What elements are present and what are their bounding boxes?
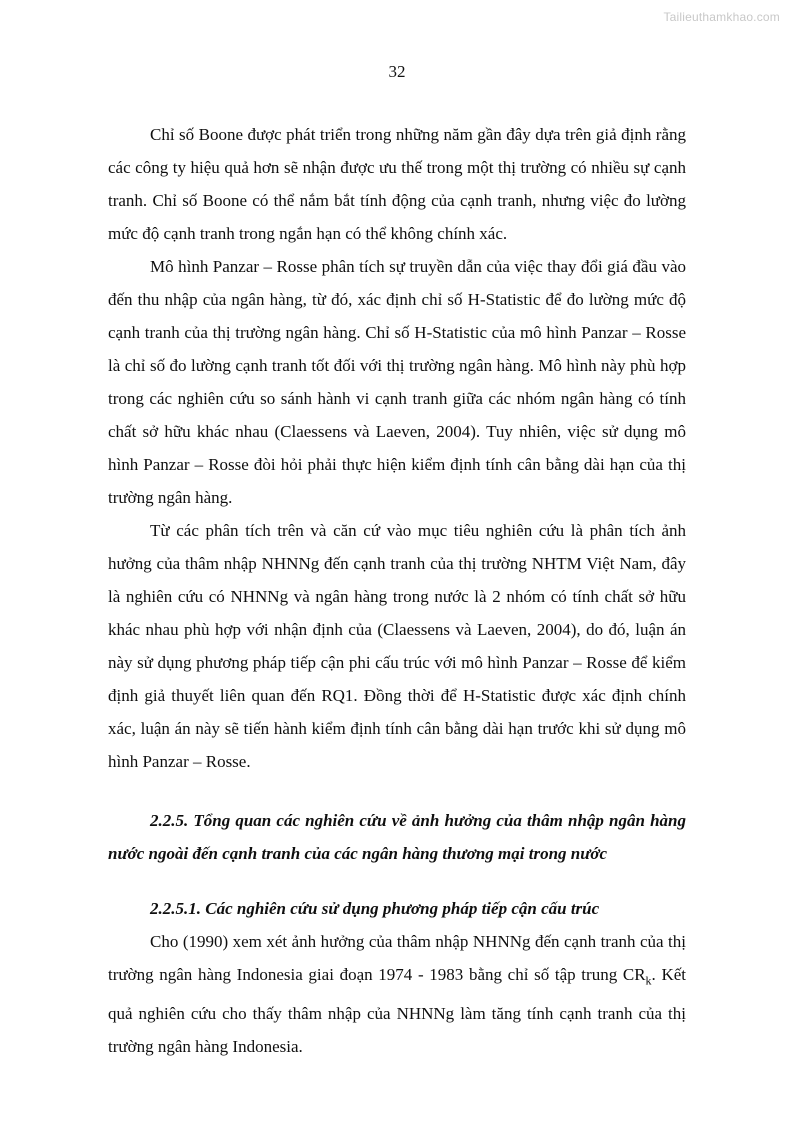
section-heading: 2.2.5. Tổng quan các nghiên cứu về ảnh hưởng của thâm nhập ngân hàng nước ngoài đến cạnh tranh của các ngân hàng thương mại trong nước — [108, 811, 686, 863]
subsection-heading: 2.2.5.1. Các nghiên cứu sử dụng phương pháp tiếp cận cấu trúc — [150, 899, 600, 918]
page-content — [108, 118, 686, 1063]
page-number: 32 — [388, 62, 406, 81]
paragraph-4-part1: Cho (1990) xem xét ảnh hưởng của thâm nhập NHNNg đến cạnh tranh của thị trường ngân hàng Indonesia giai đoạn 1974 - 1983 bằng chỉ số tập trung CR — [108, 932, 686, 984]
watermark-text: Tailieuthamkhao.com — [663, 10, 780, 24]
paragraph-3: Từ các phân tích trên và căn cứ vào mục tiêu nghiên cứu là phân tích ảnh hưởng của thâm nhập NHNNg đến cạnh tranh của thị trường NHTM Việt Nam, đây là nghiên cứu có NHNNg và ngân hàng trong nước là 2 nhóm có tính chất sở hữu khác nhau phù hợp với nhận định của (Claessens và Laeven, 2004), do đó, luận án này sử dụng phương pháp tiếp cận phi cấu trúc với mô hình Panzar – Rosse để kiểm định giả thuyết liên quan đến RQ1. Đồng thời để H-Statistic được xác định chính xác, luận án này sẽ tiến hành kiểm định tính cân bằng dài hạn trước khi sử dụng mô hình Panzar – Rosse. — [108, 521, 686, 771]
paragraph-2: Mô hình Panzar – Rosse phân tích sự truyền dẫn của việc thay đổi giá đầu vào đến thu nhập của ngân hàng, từ đó, xác định chỉ số H-Statistic để đo lường mức độ cạnh tranh của thị trường ngân hàng. Chỉ số H-Statistic của mô hình Panzar – Rosse là chỉ số đo lường cạnh tranh tốt đối với thị trường ngân hàng. Mô hình này phù hợp trong các nghiên cứu so sánh hành vi cạnh tranh giữa các nhóm ngân hàng có tính chất sở hữu khác nhau (Claessens và Laeven, 2004). Tuy nhiên, việc sử dụng mô hình Panzar – Rosse đòi hỏi phải thực hiện kiểm định tính cân bằng dài hạn của thị trường ngân hàng. — [108, 257, 686, 507]
paragraph-4 — [108, 925, 686, 1063]
paragraph-4-subscript: k — [645, 973, 652, 988]
paragraph-4-part2: . Kết quả nghiên cứu cho thấy thâm nhập của NHNNg làm tăng tính cạnh tranh của thị trường ngân hàng Indonesia. — [108, 965, 687, 1057]
paragraph-1: Chỉ số Boone được phát triển trong những năm gần đây dựa trên giả định rằng các công ty hiệu quả hơn sẽ nhận được ưu thế trong một thị trường có nhiều sự cạnh tranh. Chỉ số Boone có thể nắm bắt tính động của cạnh tranh, nhưng việc đo lường mức độ cạnh tranh trong ngắn hạn có thể không chính xác. — [108, 125, 686, 243]
